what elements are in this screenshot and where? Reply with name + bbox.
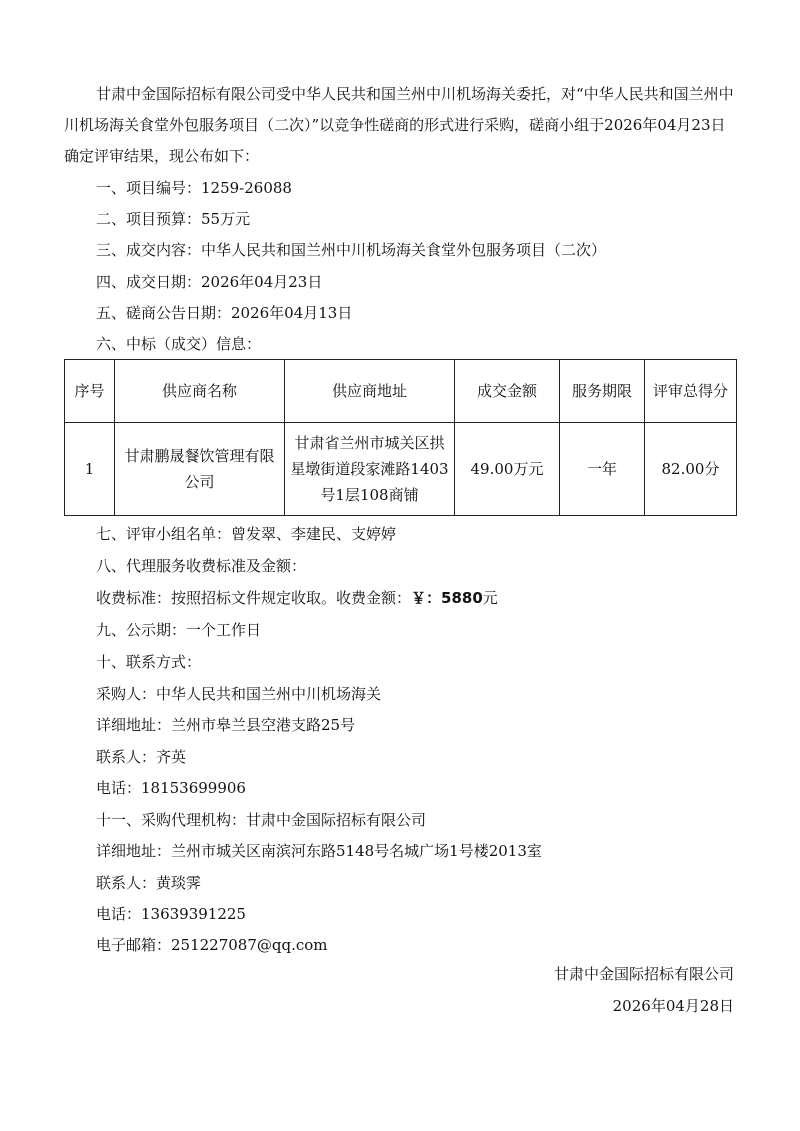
cell-no: 1 [65,423,115,516]
cell-term: 一年 [560,423,645,516]
table-row [65,423,737,516]
fee-unit: 元 [482,589,498,607]
header-supplier-name: 供应商名称 [115,360,285,423]
fee-heading: 八、代理服务收费标准及金额： [96,557,307,575]
award-table [64,359,737,516]
panel-members: 七、评审小组名单：曾发翠、李建民、支婷婷 [96,525,397,543]
notice-date: 五、磋商公告日期：2026年04月13日 [96,304,353,322]
cell-score: 82.00分 [645,423,737,516]
agency-email: 电子邮箱：251227087@qq.com [96,936,328,954]
publicity-period: 九、公示期：一个工作日 [96,621,262,639]
project-number: 一、项目编号：1259-26088 [96,179,292,197]
award-info-heading: 六、中标（成交）信息： [96,335,262,353]
cell-supplier-name: 甘肃鹏晟餐饮管理有限公司 [115,423,285,516]
agency-phone: 电话：13639391225 [96,905,246,923]
buyer-address: 详细地址：兰州市皋兰县空港支路25号 [96,716,356,734]
contact-heading: 十、联系方式： [96,653,202,671]
header-no: 序号 [65,360,115,423]
project-budget: 二、项目预算：55万元 [96,210,251,228]
signature-date: 2026年04月28日 [612,997,734,1015]
deal-date: 四、成交日期：2026年04月23日 [96,273,323,291]
agency-name: 十一、采购代理机构：甘肃中金国际招标有限公司 [96,811,427,829]
signature-org: 甘肃中金国际招标有限公司 [553,965,734,983]
cell-supplier-address: 甘肃省兰州市城关区拱星墩街道段家滩路1403号1层108商铺 [285,423,455,516]
buyer-contact: 联系人：齐英 [96,748,187,766]
agency-contact: 联系人：黄琰霁 [96,874,202,892]
buyer-name: 采购人：中华人民共和国兰州中川机场海关 [96,685,382,703]
agency-address: 详细地址：兰州市城关区南滨河东路5148号名城广场1号楼2013室 [96,842,542,860]
header-supplier-address: 供应商地址 [285,360,455,423]
header-amount: 成交金额 [455,360,560,423]
buyer-phone: 电话：18153699906 [96,779,246,797]
fee-prefix: 收费标准：按照招标文件规定收取。收费金额： [96,589,412,607]
fee-amount: ￥：5880 [411,589,483,607]
header-score: 评审总得分 [645,360,737,423]
cell-amount: 49.00万元 [455,423,560,516]
fee-line [96,588,498,608]
intro-paragraph: 甘肃中金国际招标有限公司受中华人民共和国兰州中川机场海关委托，对“中华人民共和国兰州中川机场海关食堂外包服务项目（二次）”以竞争性磋商的形式进行采购，磋商小组于2026年04月23日确定评审结果，现公布如下： [64,85,734,165]
table-header-row [65,360,737,423]
header-term: 服务期限 [560,360,645,423]
deal-content: 三、成交内容：中华人民共和国兰州中川机场海关食堂外包服务项目（二次） [96,241,607,259]
